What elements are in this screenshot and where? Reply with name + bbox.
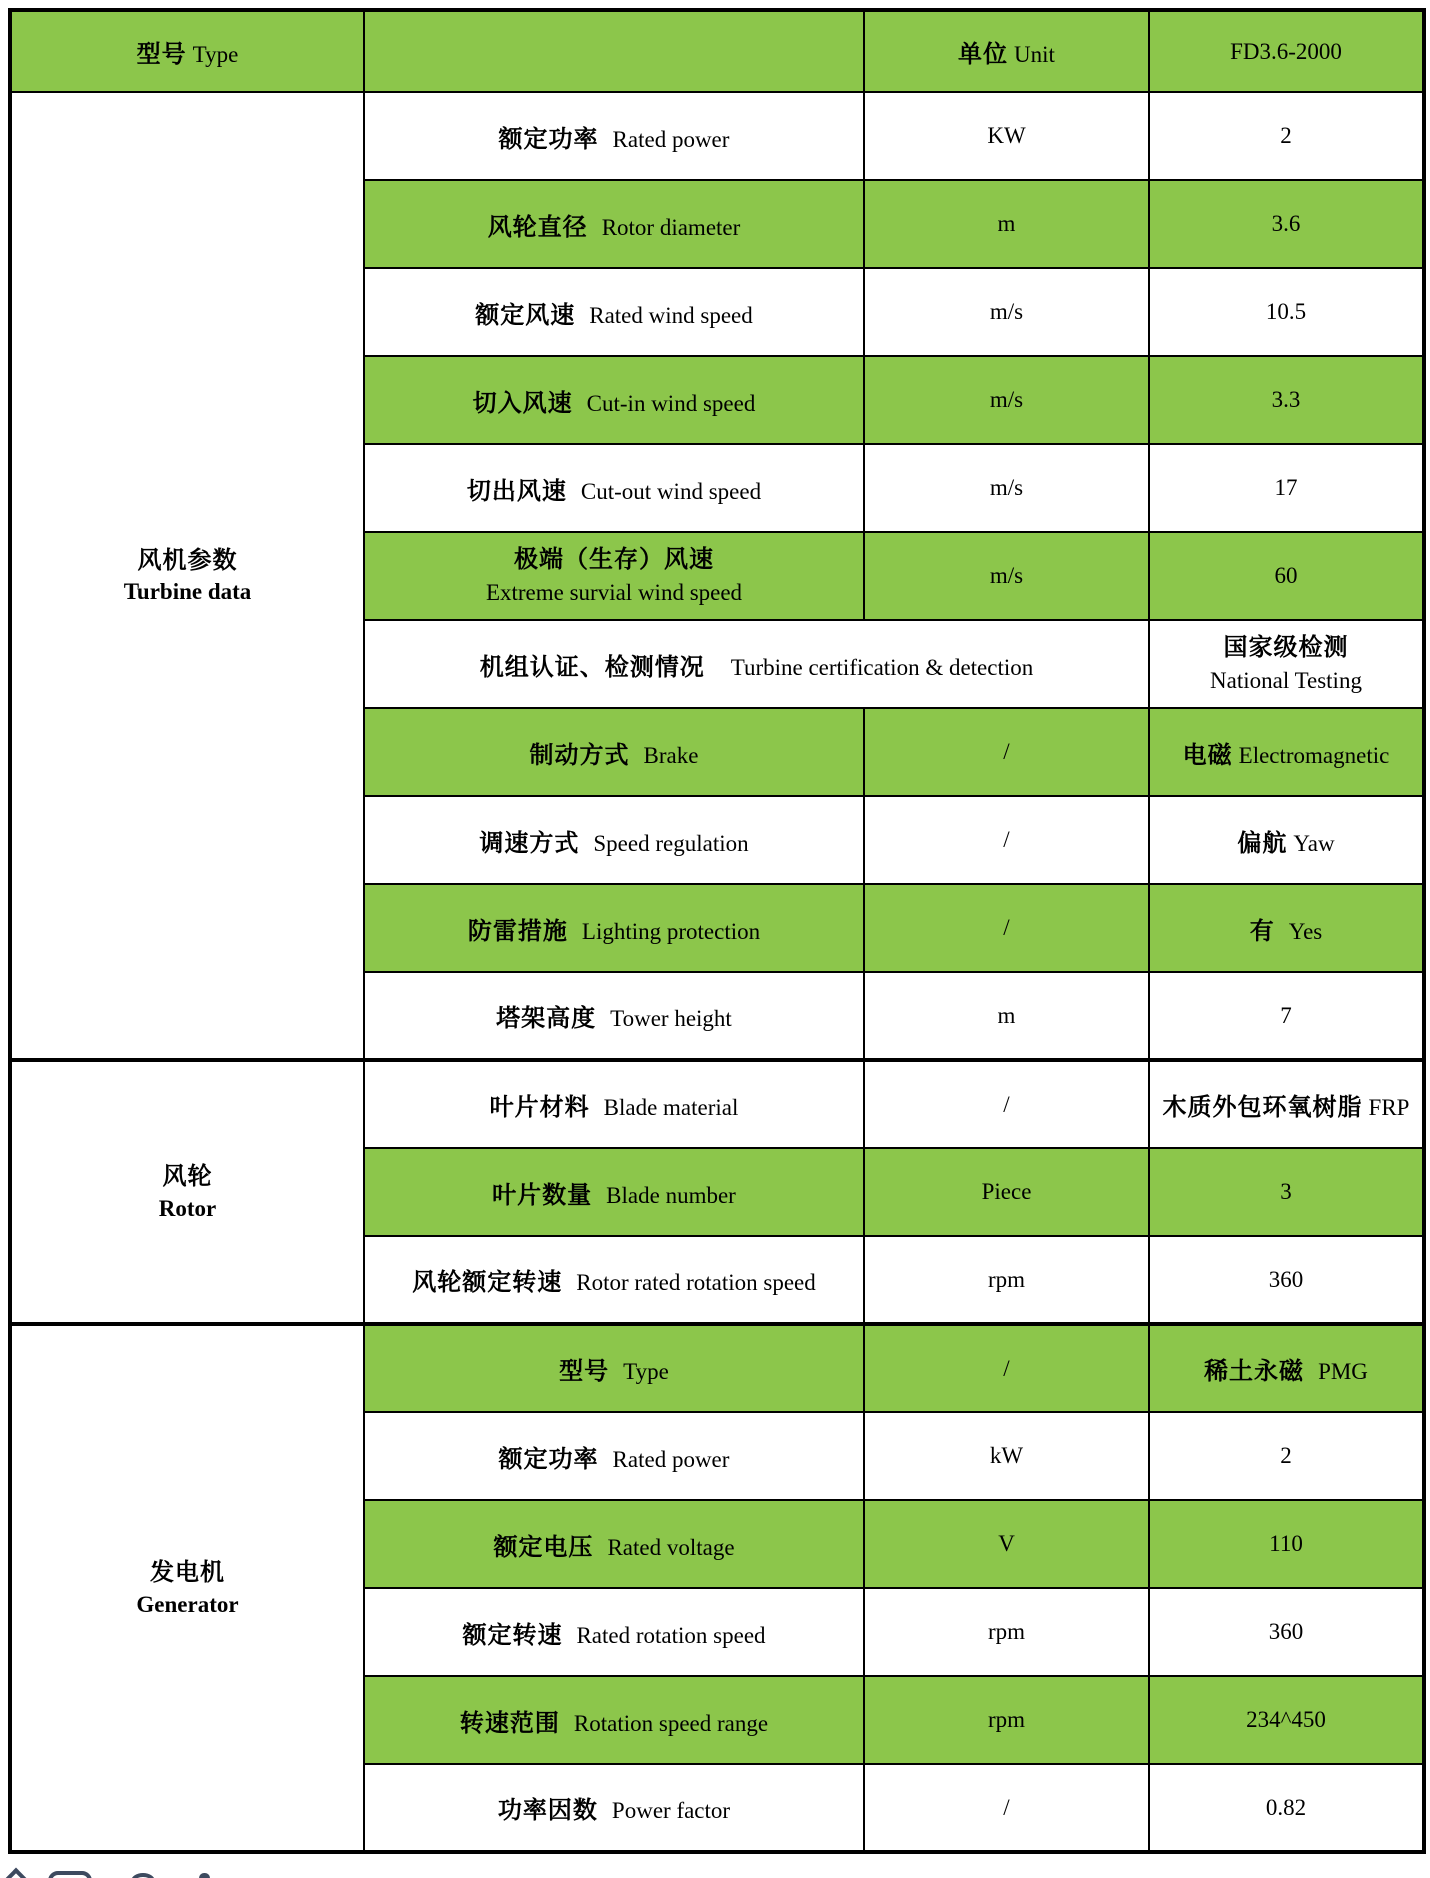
- parameter-en: Rotation speed range: [573, 1710, 769, 1736]
- parameter-en: Rated rotation speed: [576, 1622, 766, 1648]
- unit-label: Piece: [981, 1179, 1032, 1204]
- value-label: 10.5: [1265, 299, 1307, 324]
- value-cell: [1149, 1588, 1424, 1676]
- value-zh: 稀土永磁: [1204, 1358, 1305, 1385]
- section-label-zh: 风机参数: [137, 546, 238, 574]
- section-label-cell: [10, 92, 364, 1060]
- unit-cell: [864, 180, 1149, 268]
- parameter-en: Rotor diameter: [601, 214, 741, 240]
- value-cell: [1149, 1060, 1424, 1148]
- unit-label: /: [1003, 827, 1010, 852]
- parameter-zh: 额定风速: [475, 301, 576, 329]
- unit-cell: [864, 1236, 1149, 1324]
- spec-table-body: [10, 92, 1424, 1852]
- unit-label: m: [997, 1002, 1016, 1028]
- value-cell: [1149, 884, 1424, 972]
- parameter-en: Cut-in wind speed: [586, 390, 756, 416]
- value-label: 7: [1280, 1002, 1292, 1028]
- parameter-en: Rated power: [612, 126, 730, 152]
- parameter-zh: 调速方式: [479, 829, 580, 857]
- parameter-cell: [364, 1324, 864, 1412]
- parameter-en: Rated wind speed: [589, 302, 753, 328]
- unit-cell: [864, 92, 1149, 180]
- header-cell-type: [10, 10, 364, 92]
- unit-label: /: [1003, 739, 1010, 764]
- parameter-cell: [364, 1060, 864, 1148]
- rounded-rect-icon: [48, 1871, 92, 1878]
- parameter-zh: 塔架高度: [496, 1005, 597, 1032]
- header-unit-en: Unit: [1014, 42, 1055, 67]
- parameter-en: Lighting protection: [581, 918, 761, 944]
- unit-label: rpm: [987, 1707, 1026, 1732]
- parameter-en: Brake: [643, 742, 699, 768]
- value-cell: [1149, 708, 1424, 796]
- header-cell-unit: [864, 10, 1149, 92]
- parameter-zh: 制动方式: [529, 741, 630, 769]
- value-cell: [1149, 1324, 1424, 1412]
- parameter-en: Tower height: [610, 1006, 732, 1031]
- section-label-en: Rotor: [158, 1195, 217, 1221]
- value-en: National Testing: [1210, 667, 1362, 693]
- parameter-zh: 额定功率: [498, 1445, 599, 1473]
- value-label: 3.3: [1271, 387, 1301, 412]
- parameter-cell: [364, 708, 864, 796]
- parameter-en: Rated power: [612, 1446, 730, 1472]
- parameter-en: Rotor rated rotation speed: [576, 1270, 816, 1295]
- unit-cell: [864, 884, 1149, 972]
- unit-cell: [864, 796, 1149, 884]
- parameter-cell: [364, 1676, 864, 1764]
- unit-cell: [864, 268, 1149, 356]
- parameter-en: Blade number: [606, 1182, 736, 1208]
- parameter-zh: 极端（生存）风速: [514, 546, 714, 574]
- unit-label: /: [1003, 1355, 1010, 1381]
- table-row: [10, 92, 1424, 180]
- header-type-en: Type: [192, 42, 239, 67]
- parameter-cell: [364, 1148, 864, 1236]
- parameter-zh: 额定转速: [462, 1621, 563, 1649]
- value-label: 110: [1269, 1531, 1303, 1556]
- parameter-cell: [364, 1236, 864, 1324]
- parameter-cell: [364, 180, 864, 268]
- value-zh: 偏航: [1237, 829, 1288, 857]
- parameter-zh: 叶片数量: [492, 1181, 593, 1209]
- value-cell: [1149, 180, 1424, 268]
- parameter-cell: [364, 1764, 864, 1852]
- unit-cell: [864, 1060, 1149, 1148]
- parameter-cell: [364, 1500, 864, 1588]
- value-cell: [1149, 972, 1424, 1060]
- value-label: 360: [1268, 1619, 1304, 1644]
- section-label-zh: 发电机: [150, 1559, 225, 1587]
- value-label: 2: [1280, 1443, 1292, 1468]
- header-model-label: FD3.6-2000: [1230, 38, 1342, 64]
- value-en: Electromagnetic: [1238, 742, 1390, 768]
- value-cell: [1149, 356, 1424, 444]
- parameter-zh: 额定电压: [493, 1533, 594, 1561]
- oval-icon: [131, 1873, 155, 1878]
- unit-label: m/s: [989, 299, 1024, 324]
- unit-label: m/s: [989, 475, 1024, 500]
- unit-cell: [864, 1676, 1149, 1764]
- parameter-en: Extreme survial wind speed: [485, 579, 743, 605]
- unit-label: /: [1003, 1794, 1010, 1820]
- unit-cell: [864, 972, 1149, 1060]
- unit-label: V: [998, 1531, 1015, 1556]
- value-zh: 有: [1249, 917, 1275, 945]
- parameter-zh: 额定功率: [498, 125, 599, 153]
- unit-cell: [864, 1500, 1149, 1588]
- parameter-zh: 切入风速: [472, 389, 573, 417]
- cropped-bottom-toolbar: [0, 1866, 400, 1878]
- parameter-zh: 功率因数: [497, 1797, 598, 1824]
- value-label: 60: [1274, 563, 1298, 588]
- unit-cell: [864, 444, 1149, 532]
- value-en: PMG: [1318, 1359, 1368, 1384]
- parameter-cell: [364, 92, 864, 180]
- value-cell: [1149, 796, 1424, 884]
- header-cell-blank: [364, 10, 864, 92]
- parameter-zh: 风轮直径: [487, 213, 588, 241]
- unit-cell: [864, 356, 1149, 444]
- caret-up-icon: [5, 1868, 28, 1878]
- parameter-cell: [364, 796, 864, 884]
- header-unit-zh: 单位: [958, 41, 1009, 68]
- unit-cell: [864, 1324, 1149, 1412]
- value-en: Yes: [1288, 918, 1323, 944]
- unit-label: rpm: [987, 1266, 1026, 1292]
- value-cell: [1149, 1236, 1424, 1324]
- value-label: 360: [1268, 1266, 1304, 1292]
- unit-label: m/s: [989, 387, 1024, 412]
- section-label-zh: 风轮: [162, 1163, 213, 1191]
- parameter-zh: 转速范围: [459, 1709, 560, 1737]
- parameter-en: Turbine certification & detection: [730, 654, 1034, 680]
- parameter-zh: 机组认证、检测情况: [479, 653, 705, 681]
- parameter-en: Power factor: [611, 1798, 731, 1823]
- parameter-cell: [364, 532, 864, 620]
- parameter-cell: [364, 884, 864, 972]
- value-cell: [1149, 532, 1424, 620]
- parameter-cell: [364, 356, 864, 444]
- value-zh: 电磁: [1182, 741, 1233, 769]
- unit-label: KW: [987, 123, 1026, 148]
- unit-label: /: [1003, 1091, 1010, 1117]
- value-cell: [1149, 92, 1424, 180]
- value-cell: [1149, 1148, 1424, 1236]
- table-row: [10, 1060, 1424, 1148]
- parameter-cell: [364, 620, 1149, 708]
- value-cell: [1149, 1764, 1424, 1852]
- dot-icon: [199, 1873, 210, 1878]
- value-zh: 木质外包环氧树脂: [1162, 1094, 1363, 1121]
- section-label-cell: [10, 1060, 364, 1324]
- parameter-zh: 型号: [559, 1358, 610, 1385]
- unit-label: m: [997, 211, 1016, 236]
- value-en: FRP: [1368, 1095, 1410, 1120]
- unit-cell: [864, 1764, 1149, 1852]
- value-label: 3: [1280, 1179, 1292, 1204]
- turbine-spec-table: [8, 8, 1426, 1854]
- value-label: 0.82: [1265, 1794, 1307, 1820]
- value-cell: [1149, 1676, 1424, 1764]
- unit-label: m/s: [989, 563, 1024, 588]
- unit-label: /: [1003, 915, 1010, 940]
- parameter-zh: 防雷措施: [467, 917, 568, 945]
- parameter-en: Blade material: [603, 1095, 739, 1120]
- value-label: 234^450: [1246, 1707, 1326, 1732]
- unit-cell: [864, 708, 1149, 796]
- parameter-cell: [364, 972, 864, 1060]
- parameter-zh: 风轮额定转速: [412, 1269, 563, 1296]
- parameter-en: Speed regulation: [593, 830, 749, 856]
- unit-label: rpm: [987, 1619, 1026, 1644]
- parameter-zh: 叶片材料: [489, 1094, 590, 1121]
- section-label-en: Turbine data: [123, 579, 252, 605]
- parameter-en: Cut-out wind speed: [580, 478, 762, 504]
- value-cell: [1149, 1412, 1424, 1500]
- unit-cell: [864, 1588, 1149, 1676]
- parameter-cell: [364, 268, 864, 356]
- value-cell: [1149, 444, 1424, 532]
- value-cell: [1149, 620, 1424, 708]
- parameter-cell: [364, 1412, 864, 1500]
- parameter-zh: 切出风速: [466, 477, 567, 505]
- table-header-row: [10, 10, 1424, 92]
- table-row: [10, 1324, 1424, 1412]
- value-en: Yaw: [1293, 830, 1335, 856]
- value-cell: [1149, 268, 1424, 356]
- value-cell: [1149, 1500, 1424, 1588]
- header-type-zh: 型号: [136, 41, 187, 68]
- value-zh: 国家级检测: [1223, 634, 1349, 662]
- parameter-en: Type: [623, 1359, 669, 1384]
- section-label-cell: [10, 1324, 364, 1852]
- value-label: 3.6: [1271, 211, 1301, 236]
- value-label: 17: [1274, 475, 1298, 500]
- section-label-en: Generator: [136, 1591, 239, 1617]
- header-cell-model: [1149, 10, 1424, 92]
- unit-cell: [864, 1412, 1149, 1500]
- unit-label: kW: [989, 1443, 1024, 1468]
- value-label: 2: [1280, 123, 1292, 148]
- parameter-en: Rated voltage: [607, 1534, 735, 1560]
- unit-cell: [864, 1148, 1149, 1236]
- parameter-cell: [364, 444, 864, 532]
- unit-cell: [864, 532, 1149, 620]
- parameter-cell: [364, 1588, 864, 1676]
